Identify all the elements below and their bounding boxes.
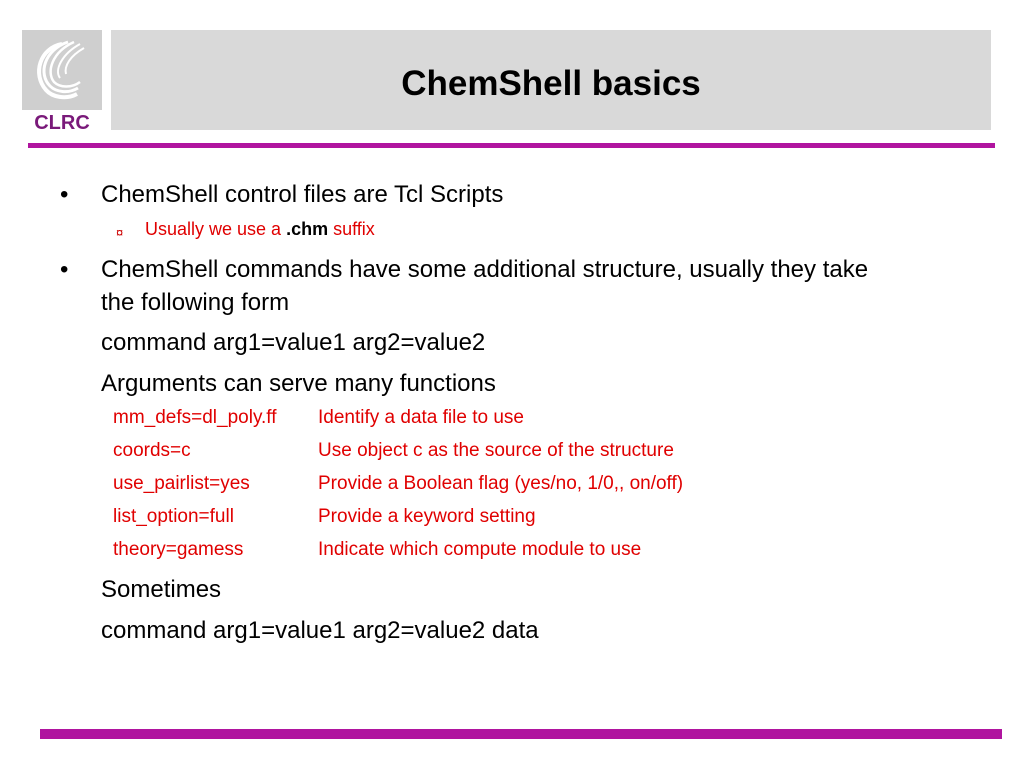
bullet-marker: •: [60, 256, 69, 283]
arg-key: theory=gamess: [113, 539, 244, 560]
sub-bullet-suffix: suffix: [328, 219, 375, 239]
sometimes-text: Sometimes: [101, 576, 222, 603]
sub-bullet-bold: .chm: [286, 219, 329, 239]
page-title: ChemShell basics: [401, 64, 701, 103]
arg-key: mm_defs=dl_poly.ff: [113, 407, 277, 428]
bullet-marker: •: [60, 181, 69, 208]
arg-key: coords=c: [113, 440, 191, 461]
logo-text: CLRC: [34, 112, 90, 132]
arg-desc: Identify a data file to use: [318, 407, 524, 428]
command-example-1: command arg1=value1 arg2=value2: [101, 329, 486, 356]
arg-key: list_option=full: [113, 506, 234, 527]
arg-desc: Provide a keyword setting: [318, 506, 536, 527]
bullet-text-commands-line1: ChemShell commands have some additional structure, usually they take: [101, 256, 869, 283]
bullet-text-commands-line2: the following form: [101, 289, 290, 316]
arg-desc: Indicate which compute module to use: [318, 539, 642, 560]
command-example-2: command arg1=value1 arg2=value2 data: [101, 617, 539, 644]
sub-bullet-prefix: Usually we use a: [145, 219, 287, 239]
arg-desc: Provide a Boolean flag (yes/no, 1/0,, on/off): [318, 473, 684, 494]
arguments-text: Arguments can serve many functions: [101, 370, 496, 397]
bullet-text-control-files: ChemShell control files are Tcl Scripts: [101, 181, 504, 208]
sub-bullet-text: [145, 219, 375, 240]
sub-bullet-marker: ¤: [116, 225, 124, 240]
bottom-divider: [40, 729, 1002, 739]
arg-desc: Use object c as the source of the structure: [318, 440, 674, 461]
arg-key: use_pairlist=yes: [113, 473, 250, 494]
